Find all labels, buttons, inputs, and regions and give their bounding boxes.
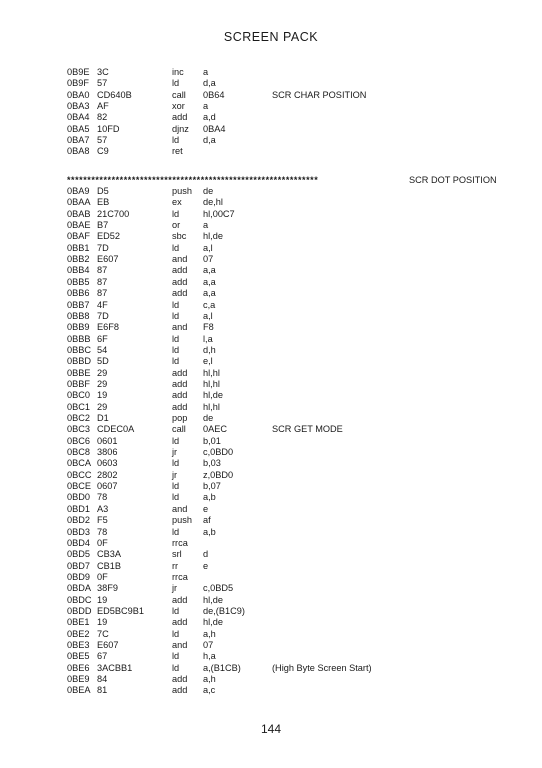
code-line — [0, 220, 542, 231]
mnemonic: ret — [172, 146, 183, 157]
hex-bytes: 7D — [97, 242, 109, 253]
address: 0BA7 — [67, 134, 90, 145]
code-line — [0, 265, 542, 276]
mnemonic: or — [172, 220, 181, 231]
hex-bytes: 0607 — [97, 481, 118, 492]
operand: 0B64 — [203, 89, 225, 100]
hex-bytes: 6F — [97, 333, 108, 344]
mnemonic: call — [172, 424, 186, 435]
code-line — [0, 629, 542, 640]
mnemonic: ld — [172, 628, 180, 639]
code-line — [0, 135, 542, 146]
operand: a,(B1CB) — [203, 662, 241, 673]
operand: de — [203, 413, 214, 423]
code-line — [0, 685, 542, 696]
hex-bytes: E607 — [97, 640, 119, 650]
hex-bytes: C9 — [97, 146, 109, 157]
divider-stars: ************************************************************** — [67, 175, 319, 185]
hex-bytes: 78 — [97, 526, 108, 537]
code-line — [0, 243, 542, 254]
mnemonic: add — [172, 112, 188, 123]
mnemonic: and — [172, 640, 188, 650]
operand: a — [203, 67, 209, 77]
operand: hl,de — [203, 231, 223, 242]
address: 0BEA — [67, 685, 91, 696]
address: 0BE6 — [67, 662, 90, 673]
operand: d,h — [203, 344, 216, 355]
address: 0BBF — [67, 378, 90, 389]
hex-bytes: 19 — [97, 390, 108, 401]
code-line — [0, 254, 542, 265]
mnemonic: inc — [172, 67, 184, 77]
operand: h,a — [203, 651, 216, 662]
address: 0BC6 — [67, 435, 90, 446]
operand: 0AEC — [203, 424, 228, 435]
code-line — [0, 481, 542, 492]
hex-bytes: 0601 — [97, 435, 118, 446]
operand: a,a — [203, 265, 216, 276]
hex-bytes: 57 — [97, 134, 108, 145]
address: 0BC2 — [67, 413, 90, 423]
hex-bytes: 3C — [97, 67, 109, 77]
hex-bytes: 87 — [97, 288, 108, 299]
address: 0BA8 — [67, 146, 90, 157]
mnemonic: ld — [172, 78, 180, 89]
mnemonic: ld — [172, 526, 180, 537]
address: 0BAB — [67, 208, 91, 219]
code-line — [0, 277, 542, 288]
operand: 07 — [203, 640, 214, 650]
hex-bytes: E607 — [97, 254, 119, 265]
mnemonic: add — [172, 276, 188, 287]
hex-bytes: EB — [97, 197, 110, 208]
address: 0BCA — [67, 458, 92, 469]
operand: a,a — [203, 276, 216, 287]
operand: l,a — [203, 333, 213, 344]
hex-bytes: A3 — [97, 503, 109, 514]
code-line — [0, 67, 542, 78]
address: 0BAF — [67, 231, 90, 242]
hex-bytes: 78 — [97, 492, 108, 503]
address: 0BC1 — [67, 401, 90, 412]
address: 0BE1 — [67, 617, 90, 628]
address: 0BDA — [67, 583, 92, 594]
operand: e — [203, 560, 209, 571]
hex-bytes: F5 — [97, 515, 108, 526]
code-line — [0, 583, 542, 594]
address: 0BBB — [67, 333, 91, 344]
operand: af — [203, 515, 211, 526]
hex-bytes: 82 — [97, 112, 108, 123]
code-line — [0, 413, 542, 424]
section-divider — [0, 174, 542, 186]
code-line — [0, 640, 542, 651]
code-line — [0, 447, 542, 458]
comment: SCR CHAR POSITION — [272, 89, 367, 100]
mnemonic: add — [172, 674, 188, 685]
address: 0BBD — [67, 356, 92, 367]
hex-bytes: 21C700 — [97, 208, 130, 219]
mnemonic: call — [172, 89, 186, 100]
section-label: SCR DOT POSITION — [409, 175, 497, 185]
address: 0BC8 — [67, 447, 90, 458]
code-line — [0, 458, 542, 469]
code-line — [0, 527, 542, 538]
operand: c,a — [203, 299, 216, 310]
address: 0BA4 — [67, 112, 90, 123]
mnemonic: add — [172, 401, 188, 412]
code-line — [0, 90, 542, 101]
code-line — [0, 345, 542, 356]
address: 0BB4 — [67, 265, 90, 276]
hex-bytes: 2802 — [97, 469, 118, 480]
mnemonic: ld — [172, 208, 180, 219]
address: 0BCE — [67, 481, 92, 492]
operand: de,hl — [203, 197, 223, 208]
address: 0BBC — [67, 344, 92, 355]
mnemonic: djnz — [172, 123, 189, 134]
comment: (High Byte Screen Start) — [272, 662, 372, 673]
code-line — [0, 334, 542, 345]
code-line — [0, 101, 542, 112]
operand: a,l — [203, 242, 213, 253]
hex-bytes: D5 — [97, 186, 109, 196]
operand: d — [203, 549, 209, 560]
address: 0BC3 — [67, 424, 90, 435]
operand: a,l — [203, 310, 213, 321]
hex-bytes: 10FD — [97, 123, 120, 134]
code-line — [0, 288, 542, 299]
address: 0BE3 — [67, 640, 90, 650]
mnemonic: rrca — [172, 537, 188, 548]
code-line — [0, 300, 542, 311]
operand: F8 — [203, 322, 214, 333]
mnemonic: ld — [172, 333, 180, 344]
code-line — [0, 424, 542, 435]
operand: hl,hl — [203, 367, 220, 378]
address: 0BBE — [67, 367, 91, 378]
mnemonic: add — [172, 617, 188, 628]
code-line — [0, 209, 542, 220]
code-line — [0, 146, 542, 157]
hex-bytes: CB3A — [97, 549, 122, 560]
hex-bytes: E6F8 — [97, 322, 119, 333]
code-line — [0, 402, 542, 413]
code-line — [0, 436, 542, 447]
mnemonic: ld — [172, 662, 180, 673]
operand: hl,de — [203, 390, 223, 401]
operand: z,0BD0 — [203, 469, 234, 480]
mnemonic: push — [172, 515, 192, 526]
address: 0BE5 — [67, 651, 90, 662]
mnemonic: srl — [172, 549, 182, 560]
mnemonic: ld — [172, 134, 180, 145]
operand: hl,de — [203, 617, 223, 628]
hex-bytes: 29 — [97, 378, 108, 389]
operand: a,d — [203, 112, 216, 123]
mnemonic: and — [172, 322, 188, 333]
mnemonic: rrca — [172, 571, 188, 582]
mnemonic: ld — [172, 651, 180, 662]
hex-bytes: 29 — [97, 401, 108, 412]
operand: 07 — [203, 254, 214, 265]
hex-bytes: 54 — [97, 344, 108, 355]
mnemonic: and — [172, 503, 188, 514]
page-title: SCREEN PACK — [223, 30, 319, 44]
mnemonic: ld — [172, 458, 180, 469]
address: 0BD9 — [67, 571, 90, 582]
hex-bytes: 19 — [97, 594, 108, 605]
page-number: 144 — [260, 722, 282, 736]
hex-bytes: 4F — [97, 299, 108, 310]
code-line — [0, 379, 542, 390]
mnemonic: add — [172, 265, 188, 276]
mnemonic: pop — [172, 413, 188, 423]
address: 0BA3 — [67, 100, 90, 111]
code-line — [0, 561, 542, 572]
code-line — [0, 231, 542, 242]
mnemonic: ld — [172, 242, 180, 253]
mnemonic: ld — [172, 299, 180, 310]
code-line — [0, 356, 542, 367]
address: 0BB9 — [67, 322, 90, 333]
hex-bytes: D1 — [97, 413, 109, 423]
address: 0BD3 — [67, 526, 90, 537]
hex-bytes: 29 — [97, 367, 108, 378]
mnemonic: jr — [172, 447, 178, 458]
mnemonic: ld — [172, 481, 180, 492]
mnemonic: ex — [172, 197, 182, 208]
hex-bytes: 57 — [97, 78, 108, 89]
address: 0B9F — [67, 78, 89, 89]
hex-bytes: ED5BC9B1 — [97, 605, 144, 616]
code-line — [0, 322, 542, 333]
address: 0BD2 — [67, 515, 90, 526]
address: 0BB7 — [67, 299, 90, 310]
code-line — [0, 674, 542, 685]
hex-bytes: 81 — [97, 685, 108, 696]
operand: hl,de — [203, 594, 223, 605]
address: 0BA0 — [67, 89, 90, 100]
mnemonic: add — [172, 378, 188, 389]
operand: a,a — [203, 288, 216, 299]
address: 0BB5 — [67, 276, 90, 287]
operand: a,h — [203, 628, 216, 639]
hex-bytes: 87 — [97, 276, 108, 287]
operand: hl,00C7 — [203, 208, 235, 219]
hex-bytes: ED52 — [97, 231, 120, 242]
mnemonic: ld — [172, 356, 180, 367]
operand: b,07 — [203, 481, 221, 492]
mnemonic: add — [172, 594, 188, 605]
operand: c,0BD0 — [203, 447, 234, 458]
mnemonic: add — [172, 685, 188, 696]
operand: hl,hl — [203, 378, 220, 389]
code-line — [0, 572, 542, 583]
code-line — [0, 197, 542, 208]
address: 0BD4 — [67, 537, 90, 548]
hex-bytes: 3806 — [97, 447, 118, 458]
code-line — [0, 186, 542, 197]
code-line — [0, 538, 542, 549]
mnemonic: ld — [172, 435, 180, 446]
hex-bytes: 19 — [97, 617, 108, 628]
mnemonic: jr — [172, 469, 178, 480]
address: 0BA5 — [67, 123, 90, 134]
address: 0BE9 — [67, 674, 90, 685]
code-line — [0, 492, 542, 503]
mnemonic: xor — [172, 100, 185, 111]
operand: b,01 — [203, 435, 221, 446]
comment: SCR GET MODE — [272, 424, 343, 435]
code-line — [0, 78, 542, 89]
code-line — [0, 651, 542, 662]
address: 0BB6 — [67, 288, 90, 299]
operand: d,a — [203, 134, 216, 145]
operand: a,b — [203, 492, 216, 503]
operand: d,a — [203, 78, 216, 89]
code-line — [0, 549, 542, 560]
hex-bytes: 3ACBB1 — [97, 662, 133, 673]
code-line — [0, 368, 542, 379]
operand: a,b — [203, 526, 216, 537]
address: 0BCC — [67, 469, 92, 480]
code-line — [0, 124, 542, 135]
operand: e,l — [203, 356, 213, 367]
address: 0BD0 — [67, 492, 90, 503]
code-line — [0, 470, 542, 481]
hex-bytes: 7C — [97, 628, 109, 639]
address: 0BDC — [67, 594, 92, 605]
address: 0BC0 — [67, 390, 90, 401]
address: 0BA9 — [67, 186, 90, 196]
address: 0BD7 — [67, 560, 90, 571]
operand: b,03 — [203, 458, 221, 469]
address: 0BB1 — [67, 242, 90, 253]
address: 0BD1 — [67, 503, 90, 514]
hex-bytes: 84 — [97, 674, 108, 685]
address: 0BDD — [67, 605, 92, 616]
mnemonic: jr — [172, 583, 178, 594]
mnemonic: ld — [172, 310, 180, 321]
code-line — [0, 606, 542, 617]
mnemonic: and — [172, 254, 188, 265]
operand: a,h — [203, 674, 216, 685]
code-line — [0, 663, 542, 674]
hex-bytes: CD640B — [97, 89, 132, 100]
code-line — [0, 515, 542, 526]
code-line — [0, 504, 542, 515]
code-line — [0, 617, 542, 628]
operand: a,c — [203, 685, 216, 696]
hex-bytes: 0F — [97, 571, 108, 582]
mnemonic: add — [172, 367, 188, 378]
address: 0B9E — [67, 67, 90, 77]
hex-bytes: 67 — [97, 651, 108, 662]
address: 0BD5 — [67, 549, 90, 560]
operand: c,0BD5 — [203, 583, 234, 594]
address: 0BE2 — [67, 628, 90, 639]
mnemonic: push — [172, 186, 192, 196]
hex-bytes: CDEC0A — [97, 424, 135, 435]
hex-bytes: 7D — [97, 310, 109, 321]
hex-bytes: 5D — [97, 356, 109, 367]
code-line — [0, 595, 542, 606]
operand: de,(B1C9) — [203, 605, 245, 616]
operand: a — [203, 220, 209, 231]
code-line — [0, 112, 542, 123]
address: 0BB8 — [67, 310, 90, 321]
mnemonic: add — [172, 288, 188, 299]
code-line — [0, 390, 542, 401]
mnemonic: add — [172, 390, 188, 401]
operand: hl,hl — [203, 401, 220, 412]
address: 0BB2 — [67, 254, 90, 265]
hex-bytes: 87 — [97, 265, 108, 276]
mnemonic: sbc — [172, 231, 187, 242]
hex-bytes: 38F9 — [97, 583, 118, 594]
address: 0BAE — [67, 220, 91, 231]
address: 0BAA — [67, 197, 91, 208]
hex-bytes: CB1B — [97, 560, 122, 571]
hex-bytes: 0F — [97, 537, 108, 548]
operand: 0BA4 — [203, 123, 226, 134]
mnemonic: ld — [172, 492, 180, 503]
operand: de — [203, 186, 214, 196]
mnemonic: rr — [172, 560, 179, 571]
operand: a — [203, 100, 209, 111]
mnemonic: ld — [172, 605, 180, 616]
mnemonic: ld — [172, 344, 180, 355]
operand: e — [203, 503, 209, 514]
hex-bytes: AF — [97, 100, 109, 111]
hex-bytes: B7 — [97, 220, 109, 231]
hex-bytes: 0603 — [97, 458, 118, 469]
code-line — [0, 311, 542, 322]
